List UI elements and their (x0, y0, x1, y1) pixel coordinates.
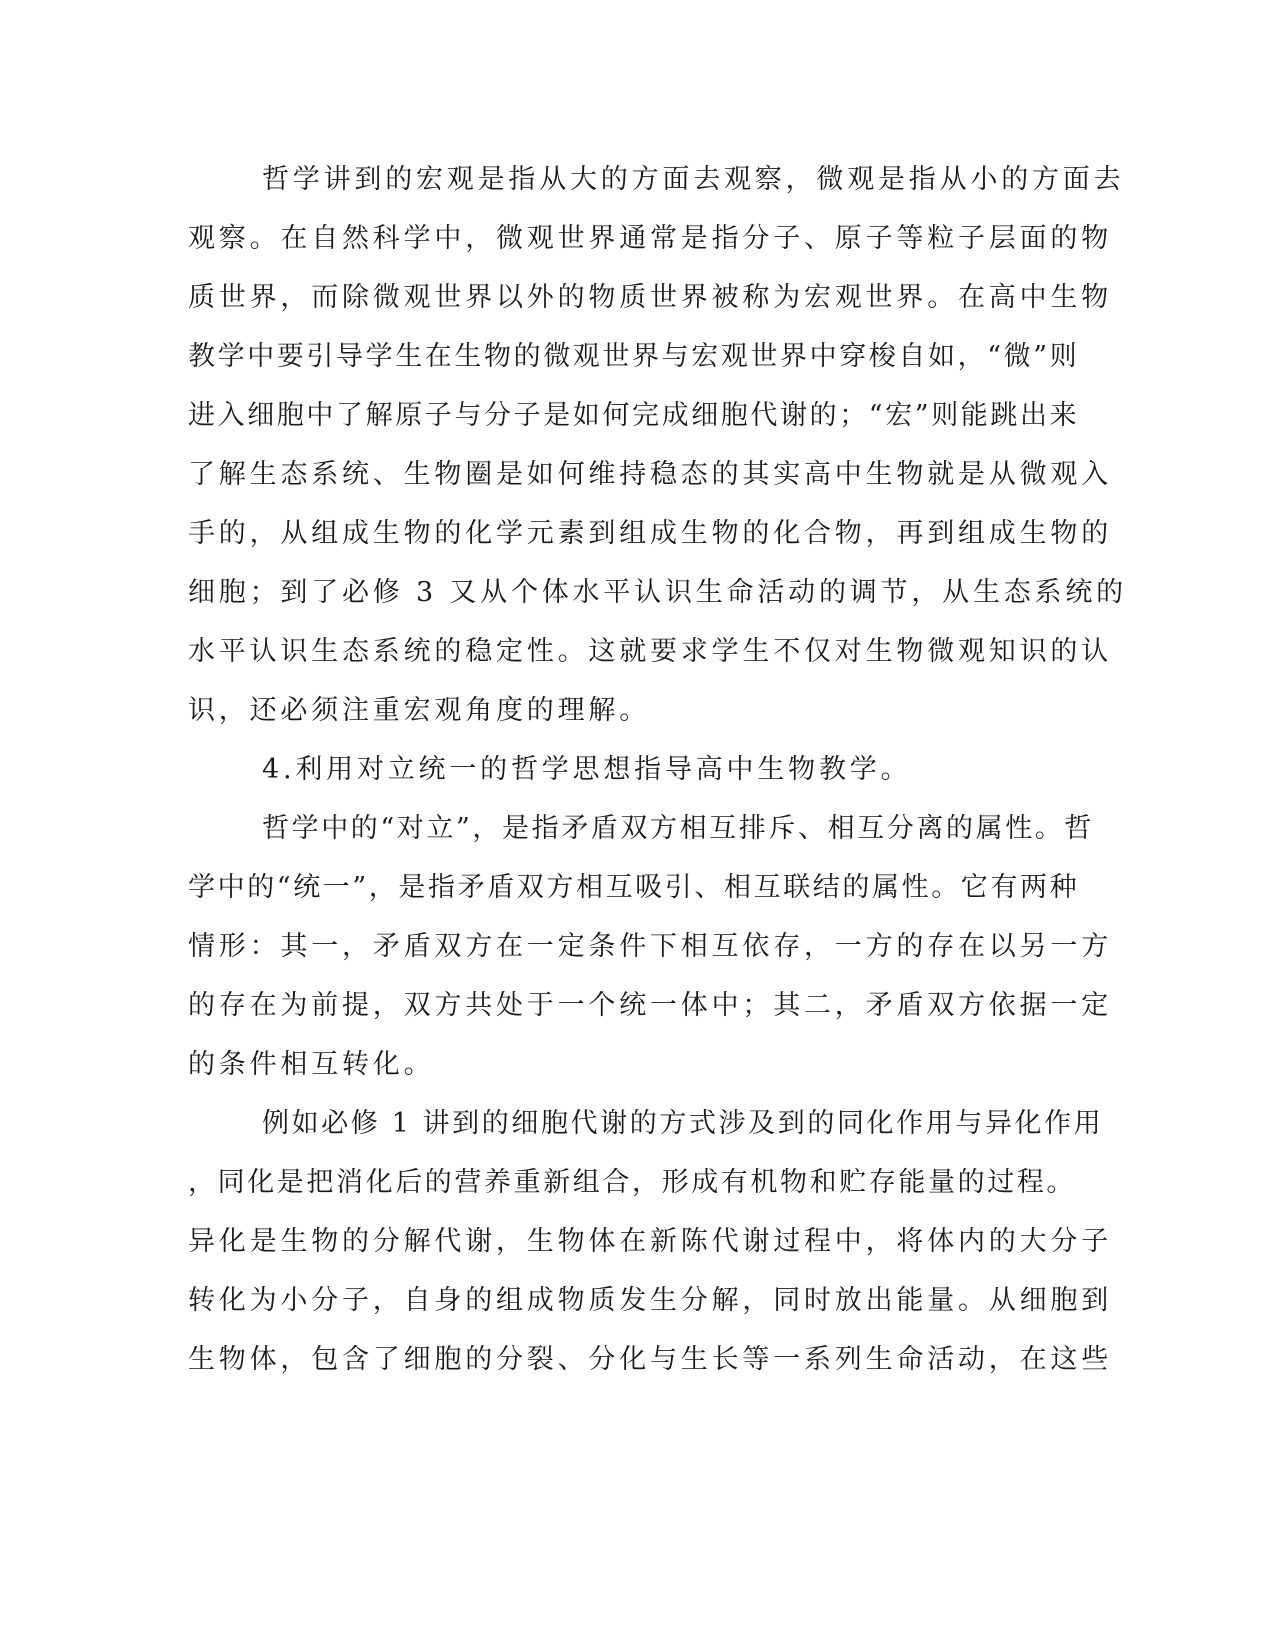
paragraph-line: 的存在为前提，双方共处于一个统一体中；其二，矛盾双方依据一定 (188, 990, 1112, 1021)
paragraph-line: 观察。在自然科学中，微观世界通常是指分子、原子等粒子层面的物 (188, 223, 1112, 254)
paragraph-line: 情形：其一，矛盾双方在一定条件下相互依存，一方的存在以另一方 (188, 931, 1112, 962)
paragraph-line: 手的，从组成生物的化学元素到组成生物的化合物，再到组成生物的 (188, 518, 1112, 549)
paragraph-line: 质世界，而除微观世界以外的物质世界被称为宏观世界。在高中生物 (188, 282, 1112, 313)
paragraph-line: 转化为小分子，自身的组成物质发生分解，同时放出能量。从细胞到 (188, 1285, 1112, 1316)
paragraph-line: 哲学中的“对立”，是指矛盾双方相互排斥、相互分离的属性。哲 (262, 813, 1095, 844)
paragraph-line: 进入细胞中了解原子与分子是如何完成细胞代谢的；“宏”则能跳出来 (188, 400, 1080, 431)
paragraph-line: 哲学讲到的宏观是指从大的方面去观察，微观是指从小的方面去 (262, 164, 1125, 195)
paragraph-line: 异化是生物的分解代谢，生物体在新陈代谢过程中，将体内的大分子 (188, 1226, 1112, 1257)
paragraph-line: 了解生态系统、生物圈是如何维持稳态的其实高中生物就是从微观入 (188, 459, 1112, 490)
paragraph-line: 教学中要引导学生在生物的微观世界与宏观世界中穿梭自如，“微”则 (188, 341, 1080, 372)
paragraph-line: ，同化是把消化后的营养重新组合，形成有机物和贮存能量的过程。 (188, 1167, 1076, 1198)
paragraph-line: 的条件相互转化。 (188, 1049, 435, 1080)
section-heading: 4.利用对立统一的哲学思想指导高中生物教学。 (262, 754, 912, 785)
paragraph-line: 生物体，包含了细胞的分裂、分化与生长等一系列生命活动，在这些 (188, 1344, 1112, 1375)
paragraph-line: 细胞；到了必修 3 又从个体水平认识生命活动的调节，从生态系统的 (188, 577, 1127, 608)
paragraph-line: 识，还必须注重宏观角度的理解。 (188, 695, 650, 726)
paragraph-line: 水平认识生态系统的稳定性。这就要求学生不仅对生物微观知识的认 (188, 636, 1112, 667)
paragraph-line: 学中的“统一”，是指矛盾双方相互吸引、相互联结的属性。它有两种 (188, 872, 1080, 903)
paragraph-line: 例如必修 1 讲到的细胞代谢的方式涉及到的同化作用与异化作用 (262, 1108, 1104, 1139)
